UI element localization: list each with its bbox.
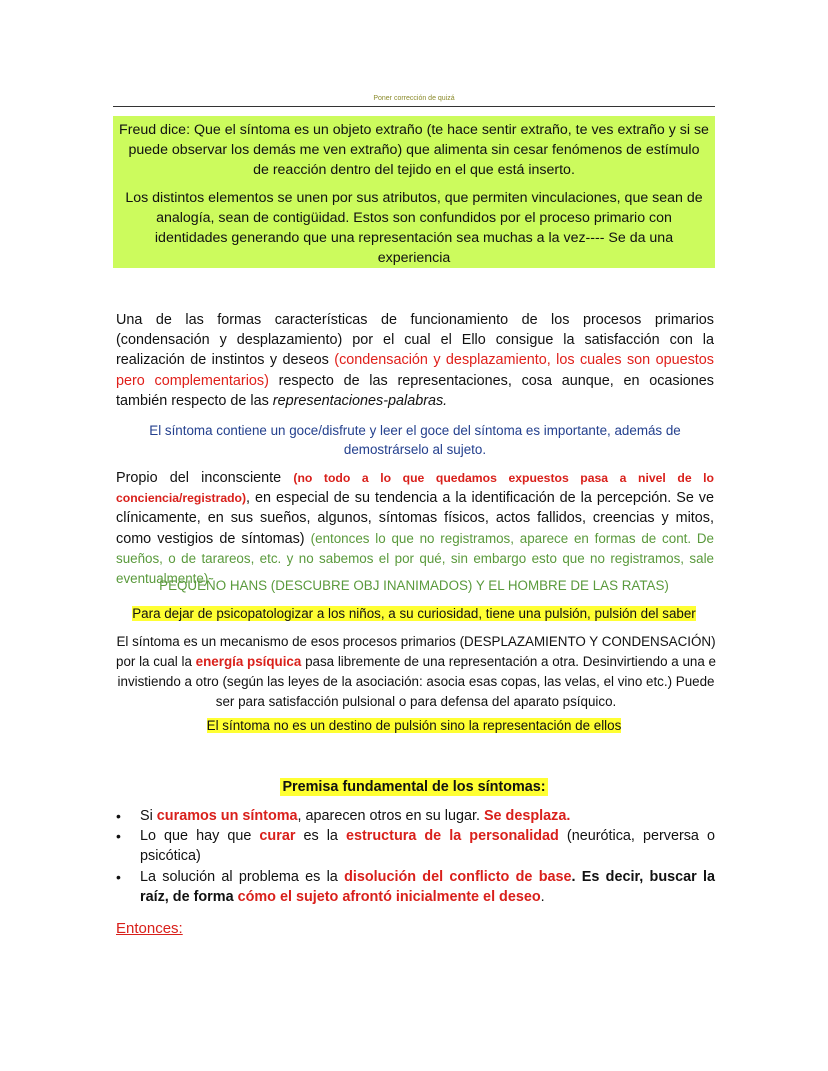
para3-text-b: , en especial de su tendencia a la identificación de la percepción. Se ve clínicamente, en sus sueños, algunos, síntomas físicos, actos fallidos, creencias y mitos, como vestigios de síntomas) — [116, 490, 714, 547]
para1-text-b: respecto de las representaciones, cosa aunque, en ocasiones también respecto de las — [116, 372, 714, 409]
yellow-note-1-text: Para dejar de psicopatologizar a los niños, a su curiosidad, tiene una pulsión, pulsión del saber — [132, 606, 696, 621]
premisa-heading — [113, 776, 715, 798]
bullet1-red: curamos un síntoma — [156, 808, 298, 824]
paragraph-primary-processes — [116, 310, 714, 411]
yellow-note-2-text: El síntoma no es un destino de pulsión sino la representación de ellos — [206, 718, 622, 733]
para4-text-b: pasa libremente de una representación a otra. Desinvirtiendo a una e invistiendo a otro (según las leyes de la asociación: asocia esas copas, las velas, el vino etc.) Puede ser para satisfacción pulsional o para defensa del aparato psíquico. — [117, 654, 716, 709]
bullet3-red: disolución del conflicto de base — [344, 868, 572, 885]
para4-text-a: El síntoma es un mecanismo de esos procesos primarios (DESPLAZAMIENTO Y CONDENSACIÓN) por la cual la — [116, 634, 716, 669]
box-paragraph-1: Freud dice: Que el síntoma es un objeto extraño (te hace sentir extraño, te ves extraño y si se puede observar los demás me ven extraño) que alimenta sin cesar fenómenos de estímulo de reacción dentro del tejido en el que está inserto. — [119, 122, 709, 178]
header-divider — [113, 106, 715, 107]
bullet-dot: • — [116, 868, 121, 885]
para1-italic: representaciones-palabras. — [272, 392, 448, 409]
bullet3-text-b: . Es decir, buscar la raíz, de forma — [140, 868, 716, 905]
list-item: • La solución al problema es la disolución del conflicto de base. Es decir, buscar la raíz, de forma cómo el sujeto afrontó inicialmente el deseo. — [116, 868, 716, 905]
hans-heading: PEQUEÑO HANS (DESCUBRE OBJ INANIMADOS) Y EL HOMBRE DE LAS RATAS) — [159, 578, 669, 593]
bullet2-red: curar — [259, 828, 296, 845]
yellow-note-2 — [113, 716, 715, 736]
paragraph-goce: El síntoma contiene un goce/disfrute y leer el goce del síntoma es importante, además de demostrárselo al sujeto. — [149, 423, 681, 457]
bullet2-red-2: estructura de la personalidad — [345, 828, 559, 845]
para3-green-note: (entonces lo que no registramos, aparece en formas de cont. De sueños, o de tarareos, etc. y no sabemos el por qué, sin embargo esto que no registramos, sale eventualmente) — [116, 530, 714, 587]
box-paragraph-2: Los distintos elementos se unen por sus atributos, que permiten vinculaciones, que sean de analogía, sean de contigüidad. Estos son confundidos por el proceso primario con identidades generando que una representación sea muchas a la vez---- Se da una experiencia — [125, 190, 703, 266]
premisa-list — [113, 806, 715, 907]
para1-text-a: Una de las formas características de funcionamiento de los procesos primarios (condensación y desplazamiento) por el cual el Ello consigue la satisfacción con la realización de instintos y deseos — [116, 312, 714, 369]
yellow-note-1 — [113, 604, 715, 624]
bullet3-red-2: cómo el sujeto afrontó inicialmente el deseo — [237, 888, 541, 905]
para4-red-note: energía psíquica — [195, 654, 302, 669]
para3-text-a: Propio del inconsciente — [116, 470, 294, 486]
list-item: • Si curamos un síntoma, aparecen otros en su lugar. Se desplaza. — [113, 806, 715, 826]
para1-red-note: (condensación y desplazamiento, los cuales son opuestos pero complementarios) — [116, 352, 715, 389]
paragraph-inconsciente — [116, 468, 714, 589]
entonces-label: Entonces: — [116, 920, 183, 937]
para3-red-note: (no todo a lo que quedamos expuestos pasa a nivel de lo conciencia/registrado) — [116, 471, 715, 506]
bullet1-red-2: Se desplaza. — [483, 808, 571, 824]
premisa-heading-text: Premisa fundamental de los síntomas: — [282, 779, 546, 795]
bullet-dot: • — [116, 828, 121, 845]
highlighted-box — [113, 116, 715, 268]
list-item: • Lo que hay que curar es la estructura de la personalidad (neurótica, perversa o psicótica) — [116, 828, 715, 865]
bullet-dot: • — [116, 808, 121, 824]
paragraph-mecanismo — [113, 632, 719, 712]
page-header: Poner corrección de quizá — [373, 95, 455, 102]
